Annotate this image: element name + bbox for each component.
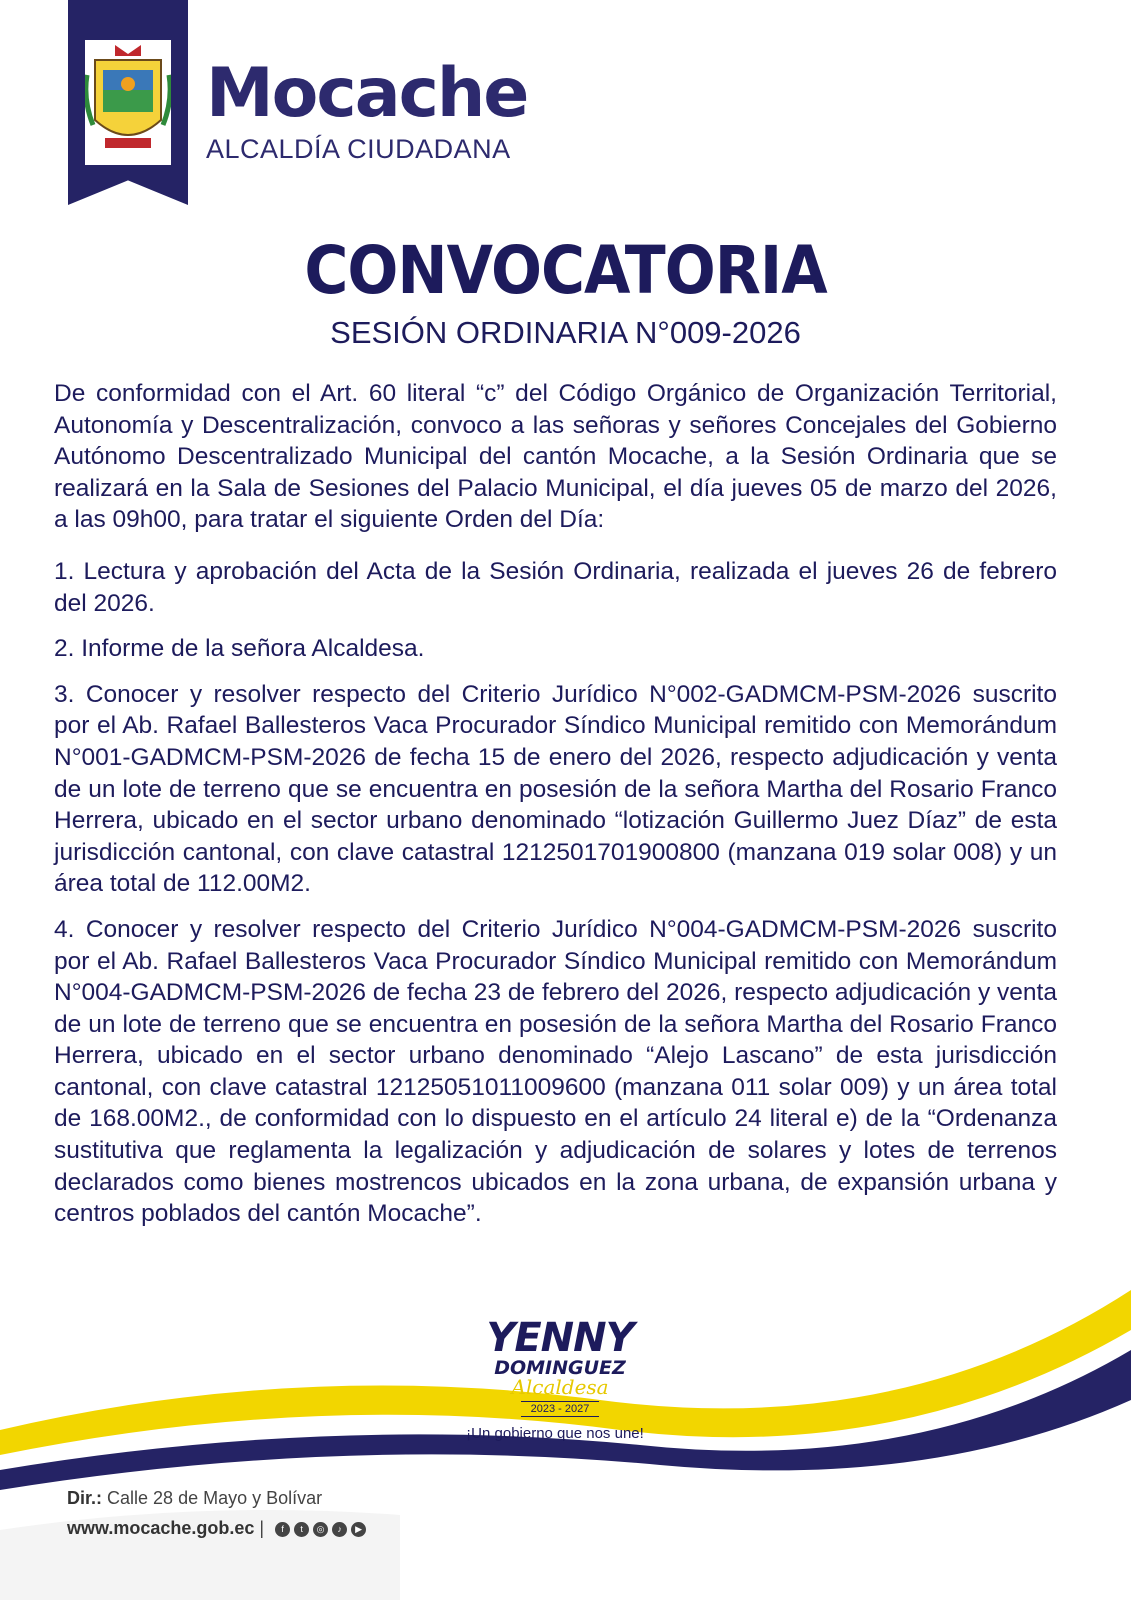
website-link[interactable]: www.mocache.gob.ec xyxy=(67,1518,255,1538)
agenda-item-4: 4. Conocer y resolver respecto del Criterio Jurídico N°004-GADMCM-PSM-2026 suscrito por el Ab. Rafael Ballesteros Vaca Procurador Síndico Municipal remitido con Memorándum N°004-GADMCM-PSM-2026 de fecha 23 de febrero del 2026, respecto adjudicación y venta de un lote de terreno que se encuentra en posesión de la señora Martha del Rosario Franco Herrera, ubicado en el sector urbano denominado “Alejo Lascano” de esta jurisdicción cantonal, con clave catastral 12125051011009600 (manzana 011 solar 009) y un área total de 168.00M2., de conformidad con lo dispuesto en el artículo 24 literal e) de la “Ordenanza sustitutiva que reglamenta la legalización y adjudicación de solares y lotes de terrenos declarados como bienes mostrencos ubicados en la zona urbana, de expansión urbana y centros poblados del cantón Mocache”. xyxy=(54,915,1057,1228)
facebook-icon[interactable]: f xyxy=(275,1522,290,1537)
instagram-icon[interactable]: ◎ xyxy=(313,1522,328,1537)
campaign-surname: DOMINGUEZ xyxy=(494,1357,626,1379)
intro-paragraph: De conformidad con el Art. 60 literal “c” del Código Orgánico de Organización Territorial, Autonomía y Descentralización, convoco a las señoras y señores Concejales del Gobierno Autónomo Descentralizado Municipal del cantón Mocache, a la Sesión Ordinaria que se realizará en la Sala de Sesiones del Palacio Municipal, el día jueves 05 de marzo del 2026, a las 09h00, para tratar el siguiente Orden del Día: xyxy=(54,380,1057,534)
brand xyxy=(206,54,528,165)
twitter-icon[interactable]: t xyxy=(294,1522,309,1537)
social-icons xyxy=(275,1522,366,1537)
address-label: Dir.: xyxy=(67,1488,103,1508)
brand-name: Mocache xyxy=(206,54,528,133)
separator: | xyxy=(259,1518,265,1538)
tiktok-icon[interactable]: ♪ xyxy=(332,1522,347,1537)
campaign-logo xyxy=(466,1315,650,1442)
document-title: CONVOCATORIA xyxy=(304,232,827,310)
footer-web-line xyxy=(67,1513,366,1543)
agenda-item-3: 3. Conocer y resolver respecto del Criterio Jurídico N°002-GADMCM-PSM-2026 suscrito por el Ab. Rafael Ballesteros Vaca Procurador Síndico Municipal remitido con Memorándum N°001-GADMCM-PSM-2026 de fecha 15 de enero del 2026, respecto adjudicación y venta de un lote de terreno que se encuentra en posesión de la señora Martha del Rosario Franco Herrera, ubicado en el sector urbano denominado “lotización Guillermo Juez Díaz” de esta jurisdicción cantonal, con clave catastral 1212501701900800 (manzana 019 solar 008) y un área total de 112.00M2. xyxy=(54,680,1057,898)
document-subtitle: SESIÓN ORDINARIA N°009-2026 xyxy=(330,315,801,350)
agenda-item-1: 1. Lectura y aprobación del Acta de la Sesión Ordinaria, realizada el jueves 26 de febrero del 2026. xyxy=(54,557,1057,617)
document-body xyxy=(54,378,1057,1244)
campaign-name: YENNY xyxy=(486,1315,634,1361)
campaign-slogan: ¡Un gobierno que nos une! xyxy=(466,1424,644,1442)
agenda-item-2: 2. Informe de la señora Alcaldesa. xyxy=(54,635,425,663)
campaign-role: Alcaldesa xyxy=(511,1374,609,1399)
footer-contact xyxy=(67,1483,366,1543)
campaign-years: 2023 - 2027 xyxy=(521,1401,600,1417)
coat-of-arms-icon xyxy=(85,40,171,165)
youtube-icon[interactable]: ▶ xyxy=(351,1522,366,1537)
address-text: Calle 28 de Mayo y Bolívar xyxy=(107,1488,323,1508)
brand-subtitle: ALCALDÍA CIUDADANA xyxy=(206,134,511,164)
footer-address-line xyxy=(67,1483,366,1513)
